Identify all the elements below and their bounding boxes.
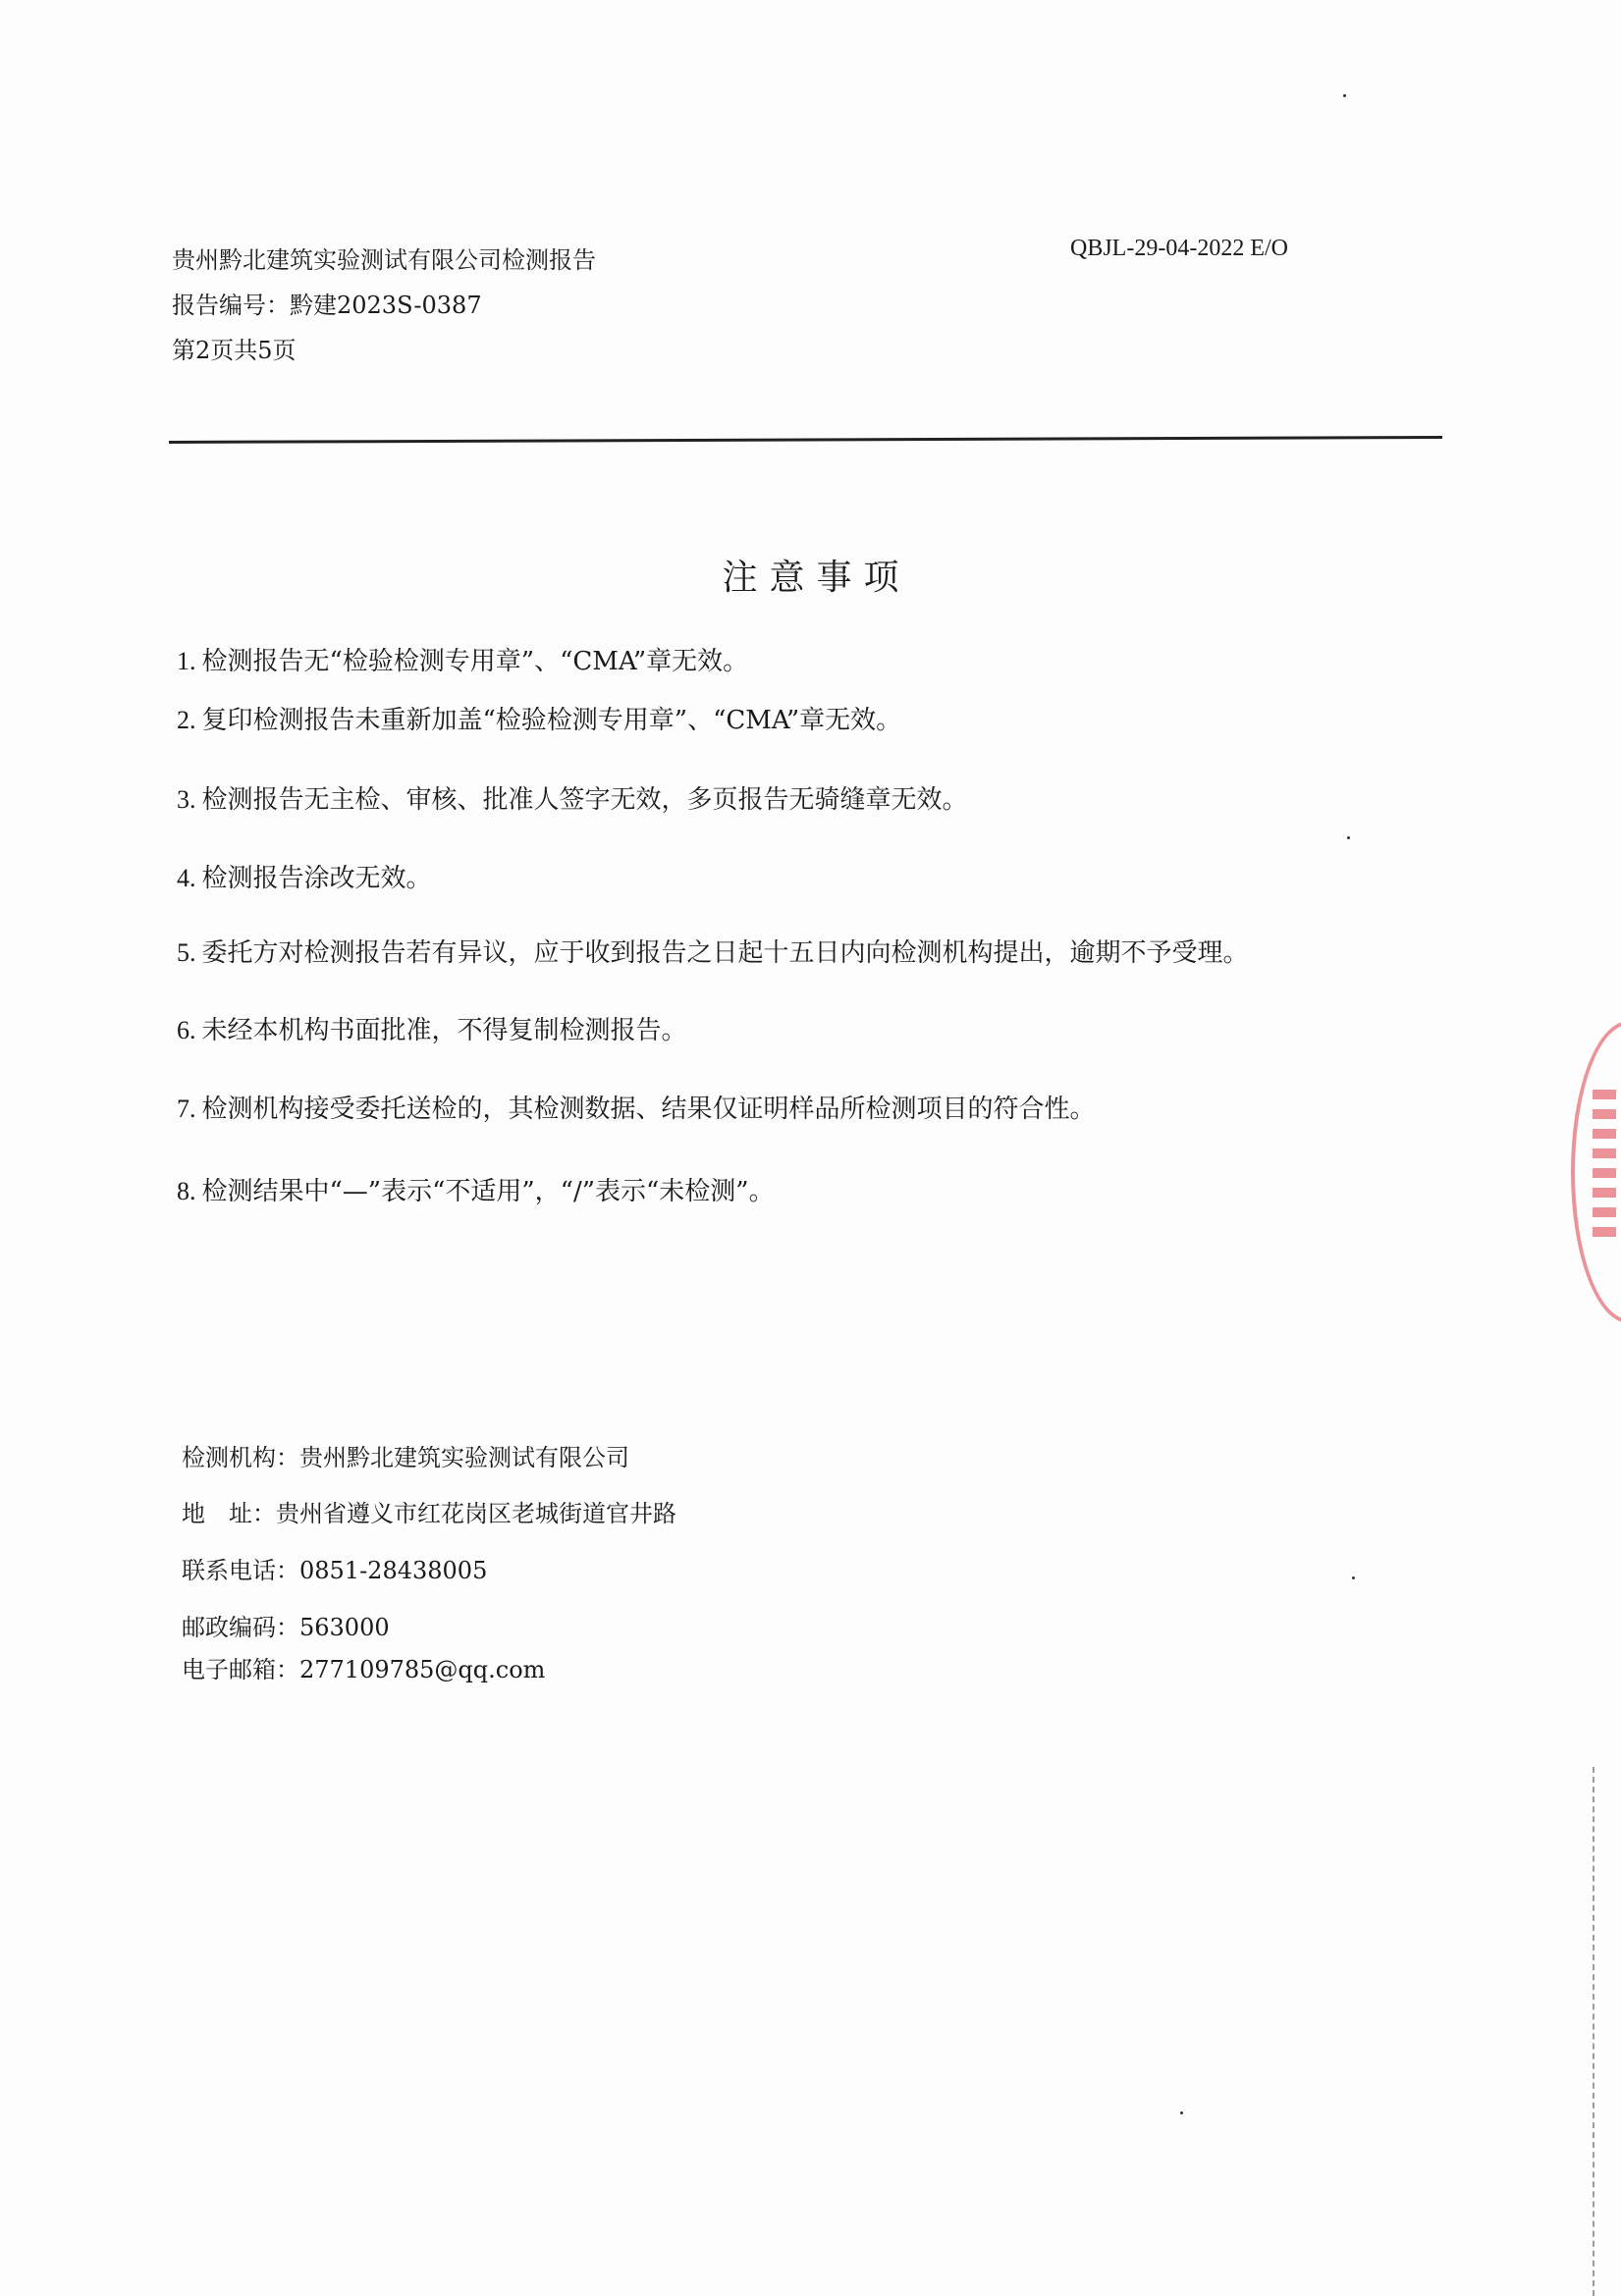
page-title: 注意事项	[722, 558, 911, 598]
report-header	[172, 238, 596, 373]
notice-number: 7.	[177, 1095, 196, 1123]
notice-item-2	[177, 700, 901, 736]
notice-text: 检测报告无主检、审核、批准人签字无效，多页报告无骑缝章无效。	[201, 785, 968, 815]
document-code: QBJL-29-04-2022 E/O	[1070, 236, 1288, 261]
scan-speck	[1343, 94, 1346, 97]
notice-item-3	[177, 779, 968, 816]
notice-text: 检测报告无“检验检测专用章”、“CMA”章无效。	[201, 647, 749, 676]
scan-edge-line	[1593, 1767, 1594, 2296]
scan-speck	[1180, 2111, 1183, 2114]
notice-number: 2.	[177, 706, 196, 734]
notice-item-1	[177, 641, 748, 677]
email-line: 电子邮箱：277109785@qq.com	[182, 1656, 546, 1683]
notice-text: 未经本机构书面批准，不得复制检测报告。	[201, 1016, 687, 1045]
notice-number: 4.	[177, 864, 196, 892]
notice-text: 检测报告涂改无效。	[201, 864, 432, 893]
notice-number: 3.	[177, 785, 196, 814]
scan-speck	[1347, 836, 1350, 839]
notice-number: 5.	[177, 938, 196, 967]
notice-item-5	[177, 933, 1249, 969]
page-indicator: 第2页共5页	[172, 337, 297, 364]
scan-speck	[1352, 1576, 1355, 1579]
notice-item-4	[177, 858, 432, 894]
report-number: 报告编号：黔建2023S-0387	[172, 292, 482, 319]
notice-number: 6.	[177, 1016, 196, 1044]
address-line: 地 址：贵州省遵义市红花岗区老城街道官井路	[182, 1500, 676, 1527]
company-report-title: 贵州黔北建筑实验测试有限公司检测报告	[172, 246, 596, 274]
postcode-line: 邮政编码：563000	[182, 1614, 390, 1641]
notice-item-6	[177, 1010, 687, 1046]
header-divider	[169, 436, 1442, 444]
notice-text: 复印检测报告未重新加盖“检验检测专用章”、“CMA”章无效。	[201, 706, 902, 735]
notice-item-8	[177, 1171, 775, 1207]
notice-number: 8.	[177, 1177, 196, 1205]
notice-number: 1.	[177, 647, 196, 675]
notice-text: 委托方对检测报告若有异议，应于收到报告之日起十五日内向检测机构提出，逾期不予受理。	[201, 938, 1249, 968]
notice-text: 检测机构接受委托送检的，其检测数据、结果仅证明样品所检测项目的符合性。	[201, 1095, 1096, 1124]
notice-text: 检测结果中“—”表示“不适用”，“/”表示“未检测”。	[201, 1177, 775, 1206]
notice-item-7	[177, 1089, 1096, 1125]
seal-text-fragment	[1593, 1090, 1616, 1247]
phone-line: 联系电话：0851-28438005	[182, 1557, 488, 1584]
institution-line: 检测机构：贵州黔北建筑实验测试有限公司	[182, 1444, 629, 1471]
